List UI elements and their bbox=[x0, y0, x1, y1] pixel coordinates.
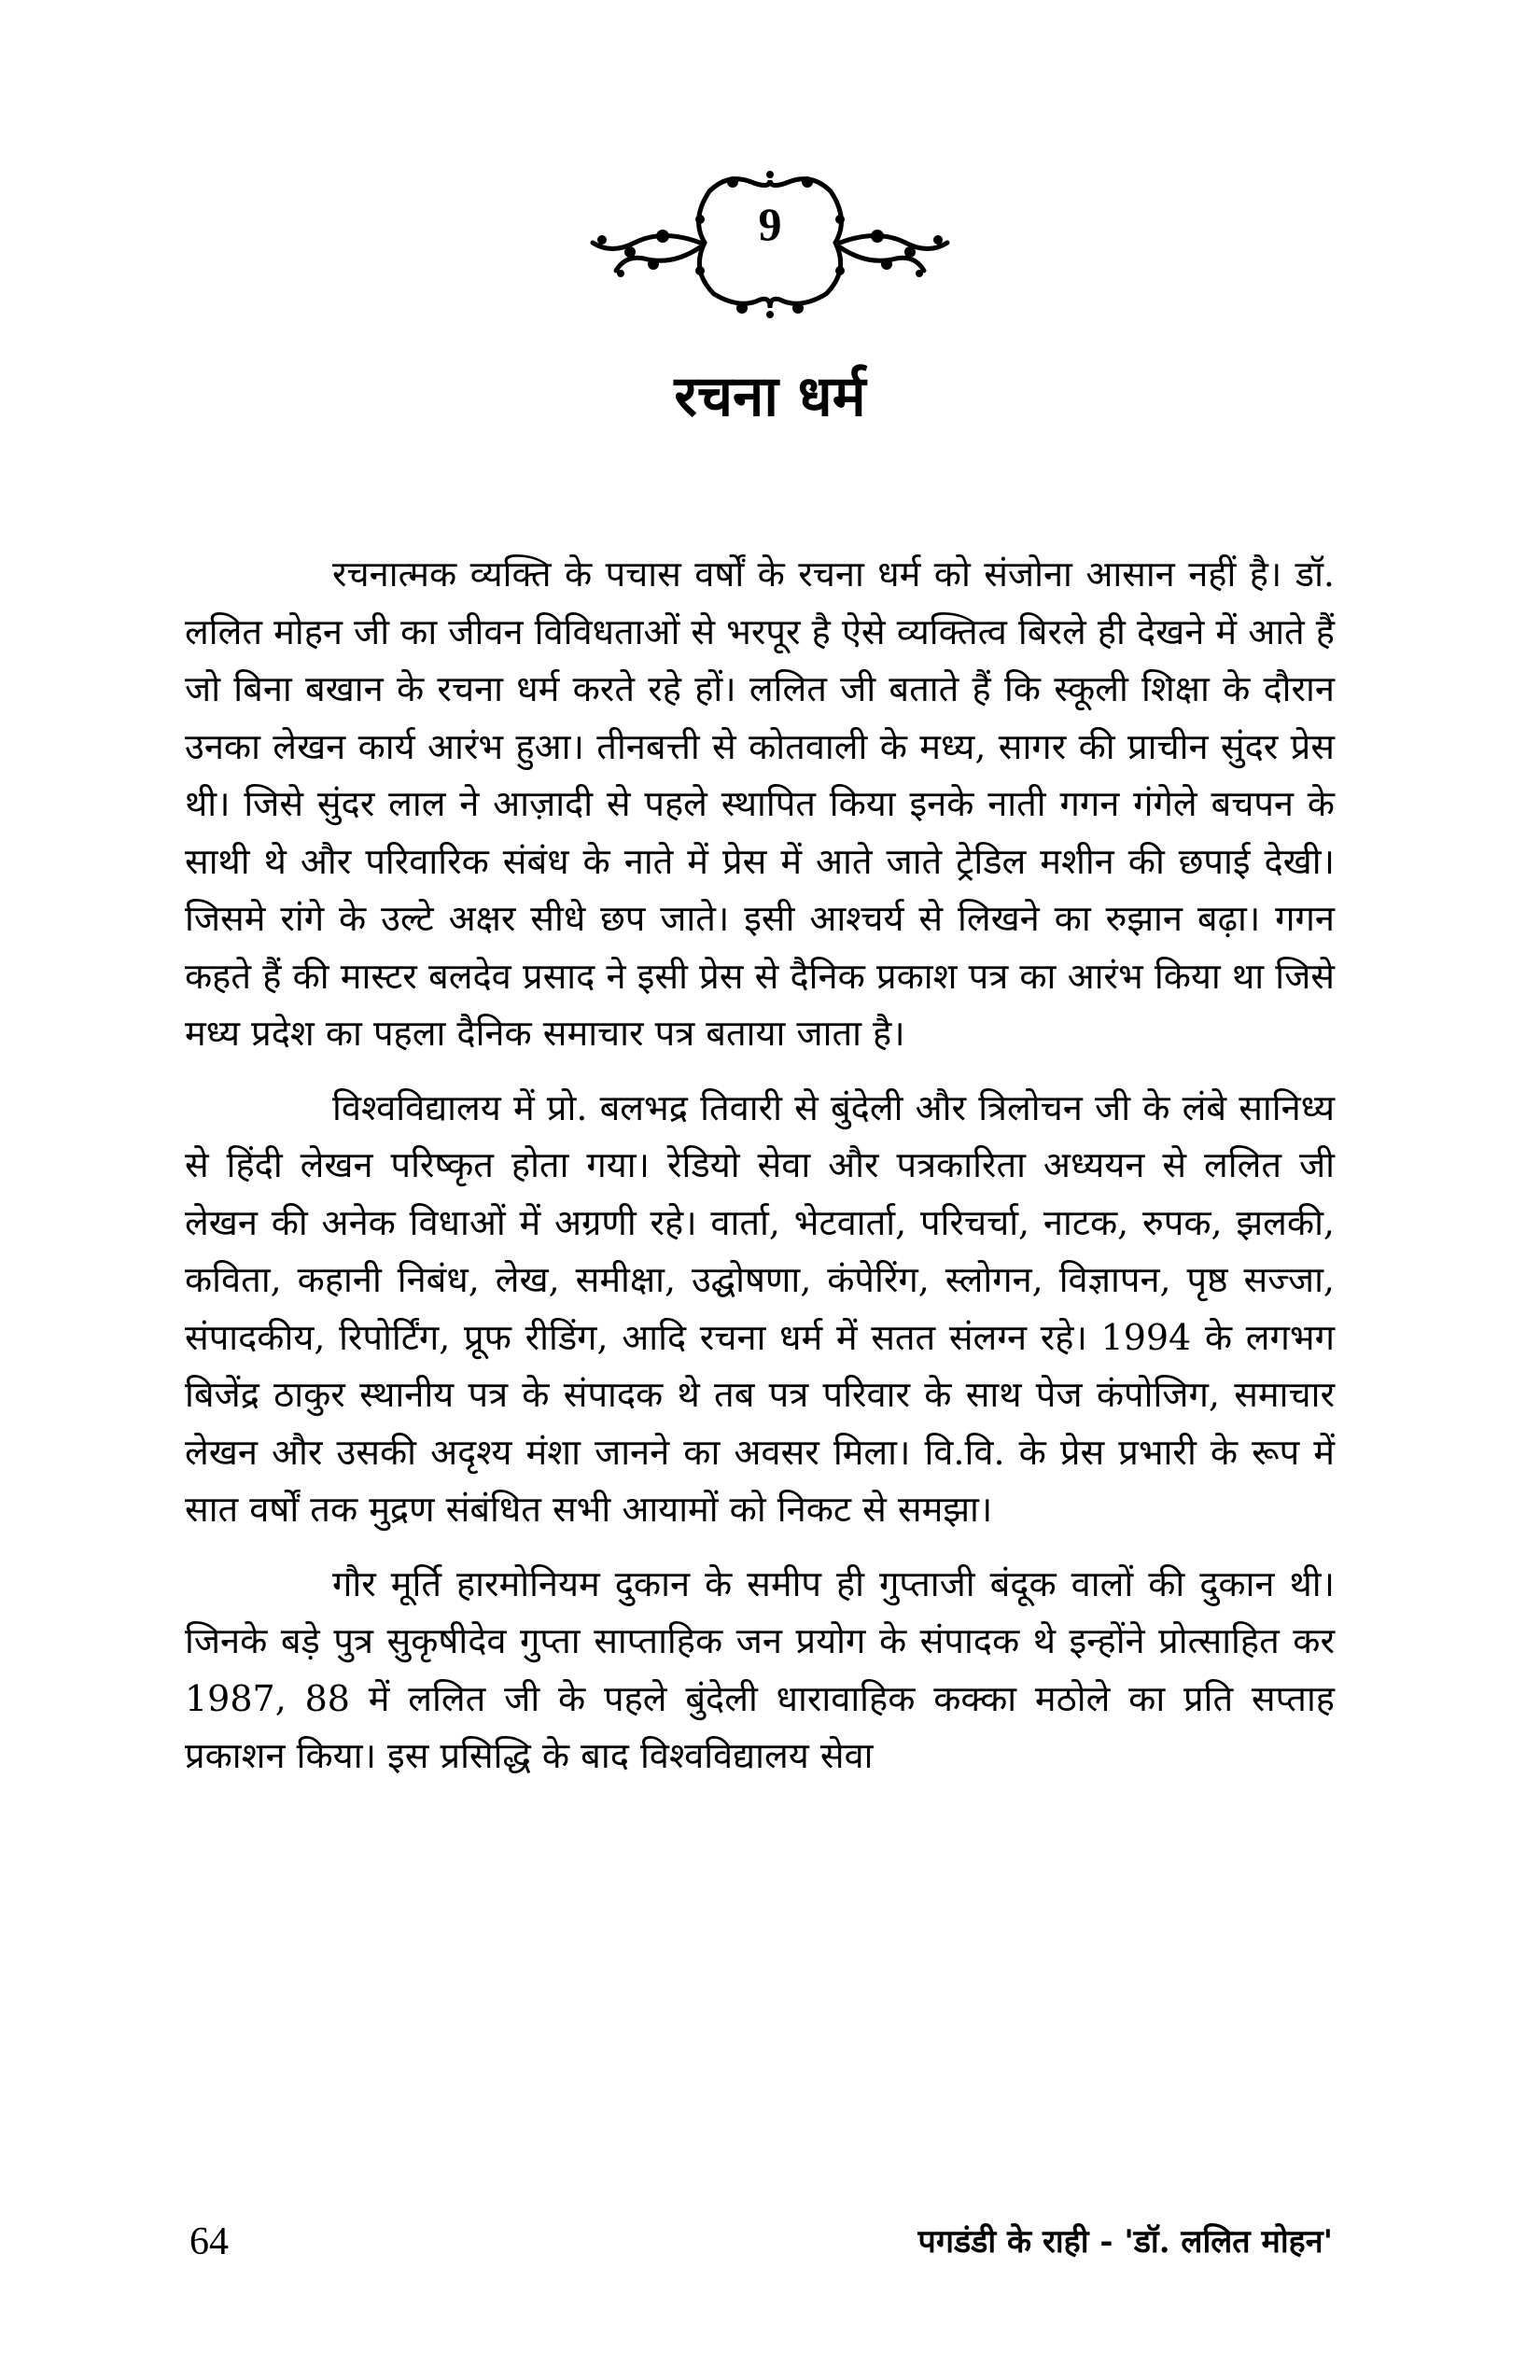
chapter-number: 9 bbox=[758, 198, 782, 250]
paragraph: विश्वविद्यालय में प्रो. बलभद्र तिवारी से बुंदेली और त्रिलोचन जी के लंबे सानिध्य से हिंदी लेखन परिष्कृत होता गया। रेडियो सेवा और पत्रकारिता अध्ययन से ललित जी लेखन की अनेक विधाओं में अग्रणी रहे। वार्ता, भेटवार्ता, परिचर्चा, नाटक, रुपक, झलकी, कविता, कहानी निबंध, लेख, समीक्षा, उद्घोषणा, कंपेरिंग, स्लोगन, विज्ञापन, पृष्ठ सज्जा, संपादकीय, रिपोर्टिंग, प्रूफ रीडिंग, आदि रचना धर्म में सतत संलग्न रहे। 1994 के लगभग बिजेंद्र ठाकुर स्थानीय पत्र के संपादक थे तब पत्र परिवार के साथ पेज कंपोजिग, समाचार लेखन और उसकी अदृश्य मंशा जानने का अवसर मिला। वि.वि. के प्रेस प्रभारी के रूप में सात वर्षों तक मुद्रण संबंधित सभी आयामों को निकट से समझा। bbox=[185, 1086, 1335, 1530]
chapter-title: रचना धर्म bbox=[674, 364, 866, 429]
paragraph: रचनात्मक व्यक्ति के पचास वर्षों के रचना धर्म को संजोना आसान नहीं है। डॉ. ललित मोहन जी का जीवन विविधताओं से भरपूर है ऐसे व्यक्तित्व बिरले ही देखने में आते हैं जो बिना बखान के रचना धर्म करते रहे हों। ललित जी बताते हैं कि स्कूली शिक्षा के दौरान उनका लेखन कार्य आरंभ हुआ। तीनबत्ती से कोतवाली के मध्य, सागर की प्राचीन सुंदर प्रेस थी। जिसे सुंदर लाल ने आज़ादी से पहले स्थापित किया इनके नाती गगन गंगेले बचपन के साथी थे और परिवारिक संबंध के नाते में प्रेस में आते जाते ट्रेडिल मशीन की छपाई देखी। जिसमे रांगे के उल्टे अक्षर सीधे छप जाते। इसी आश्चर्य से लिखने का रुझान बढ़ा। गगन कहते हैं की मास्टर बलदेव प्रसाद ने इसी प्रेस से दैनिक प्रकाश पत्र का आरंभ किया था जिसे मध्य प्रदेश का पहला दैनिक समाचार पत्र बताया जाता है। bbox=[185, 553, 1335, 1054]
running-footer-title: पगडंडी के राही - 'डॉ. ललित मोहन' bbox=[917, 2223, 1333, 2261]
chapter-body bbox=[185, 546, 1335, 1785]
page-number: 64 bbox=[189, 2220, 229, 2263]
paragraph: गौर मूर्ति हारमोनियम दुकान के समीप ही गुप्ताजी बंदूक वालों की दुकान थी। जिनके बड़े पुत्र सुकृषीदेव गुप्ता साप्ताहिक जन प्रयोग के संपादक थे इन्होंने प्रोत्साहित कर 1987, 88 में ललित जी के पहले बुंदेली धारावाहिक कक्का मठोले का प्रति सप्ताह प्रकाशन किया। इस प्रसिद्धि के बाद विश्वविद्यालय सेवा bbox=[185, 1562, 1335, 1776]
